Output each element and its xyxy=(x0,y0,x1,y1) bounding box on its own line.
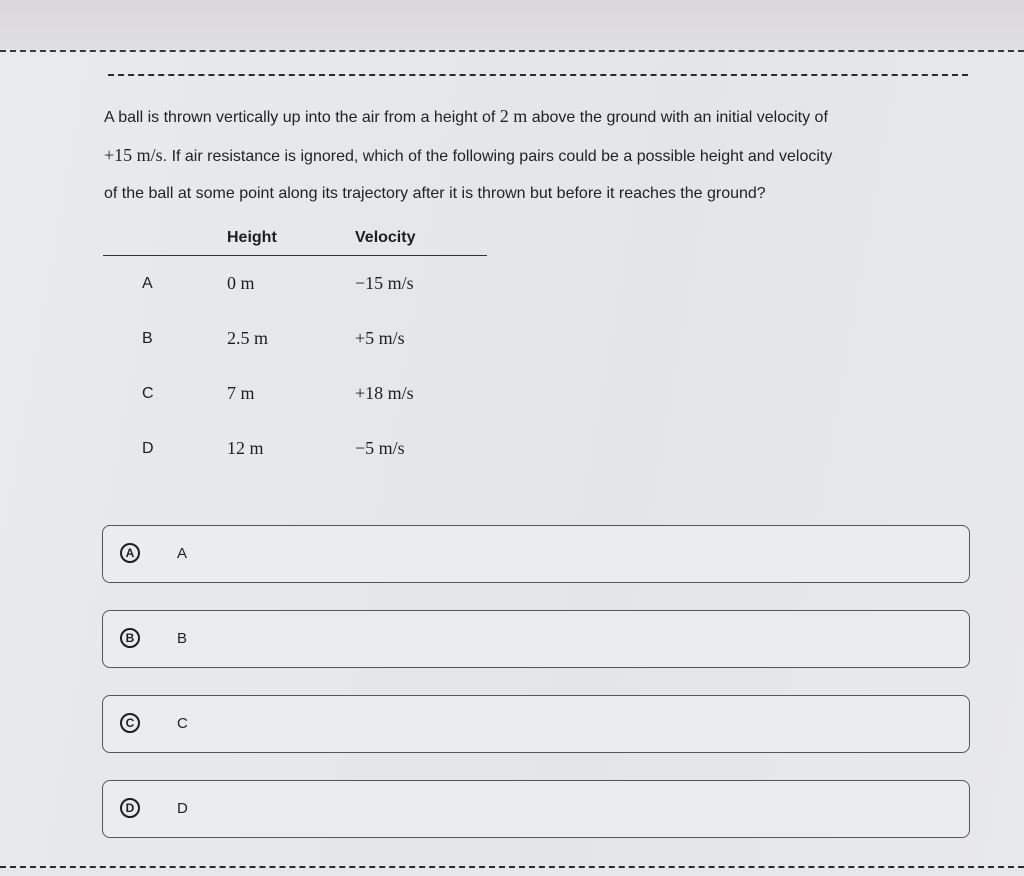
answer-choice-c[interactable] xyxy=(102,695,970,753)
table-row xyxy=(103,311,487,366)
choice-a-label: A xyxy=(177,545,188,562)
choice-c-label: C xyxy=(177,715,188,732)
question-line-2: +15 m/s. If air resistance is ignored, which of the following pairs could be a possible height and velocity xyxy=(104,144,833,165)
initial-velocity-value: +15 m/s xyxy=(104,144,163,165)
row-letter: B xyxy=(142,329,153,347)
row-height: 7 m xyxy=(227,383,255,403)
answer-choice-a[interactable] xyxy=(102,525,970,583)
row-letter: D xyxy=(142,439,154,457)
top-dashed-divider xyxy=(0,50,1024,52)
row-height: 12 m xyxy=(227,438,264,458)
initial-height-value: 2 m xyxy=(499,106,528,126)
choice-a-badge-icon: A xyxy=(120,543,140,563)
question-header-divider xyxy=(108,74,968,76)
bottom-dashed-divider xyxy=(0,866,1024,868)
table-row xyxy=(103,421,487,476)
answer-choice-d[interactable] xyxy=(102,780,970,838)
row-velocity: +18 m/s xyxy=(355,383,414,403)
row-velocity: −5 m/s xyxy=(355,438,405,458)
top-background-strip xyxy=(0,0,1024,50)
row-velocity: +5 m/s xyxy=(355,328,405,348)
choice-b-label: B xyxy=(177,630,188,647)
row-height: 0 m xyxy=(227,273,255,293)
question-line-3: of the ball at some point along its trajectory after it is thrown but before it reaches the ground? xyxy=(104,185,766,202)
question-text xyxy=(104,98,964,213)
table-row xyxy=(103,256,487,312)
choice-d-label: D xyxy=(177,800,188,817)
choice-b-badge-icon: B xyxy=(120,628,140,648)
column-header-height: Height xyxy=(227,220,355,256)
row-velocity: −15 m/s xyxy=(355,273,414,293)
table-header-row xyxy=(103,220,487,256)
table-row xyxy=(103,366,487,421)
height-velocity-table xyxy=(103,220,487,476)
column-header-option xyxy=(103,220,227,256)
row-height: 2.5 m xyxy=(227,328,269,348)
choice-d-badge-icon: D xyxy=(120,798,140,818)
row-letter: A xyxy=(142,274,153,292)
row-letter: C xyxy=(142,384,154,402)
column-header-velocity: Velocity xyxy=(355,220,487,256)
question-line-1: A ball is thrown vertically up into the air from a height of 2 m above the ground with an initial velocity of xyxy=(104,106,828,126)
choice-c-badge-icon: C xyxy=(120,713,140,733)
answer-choice-b[interactable] xyxy=(102,610,970,668)
